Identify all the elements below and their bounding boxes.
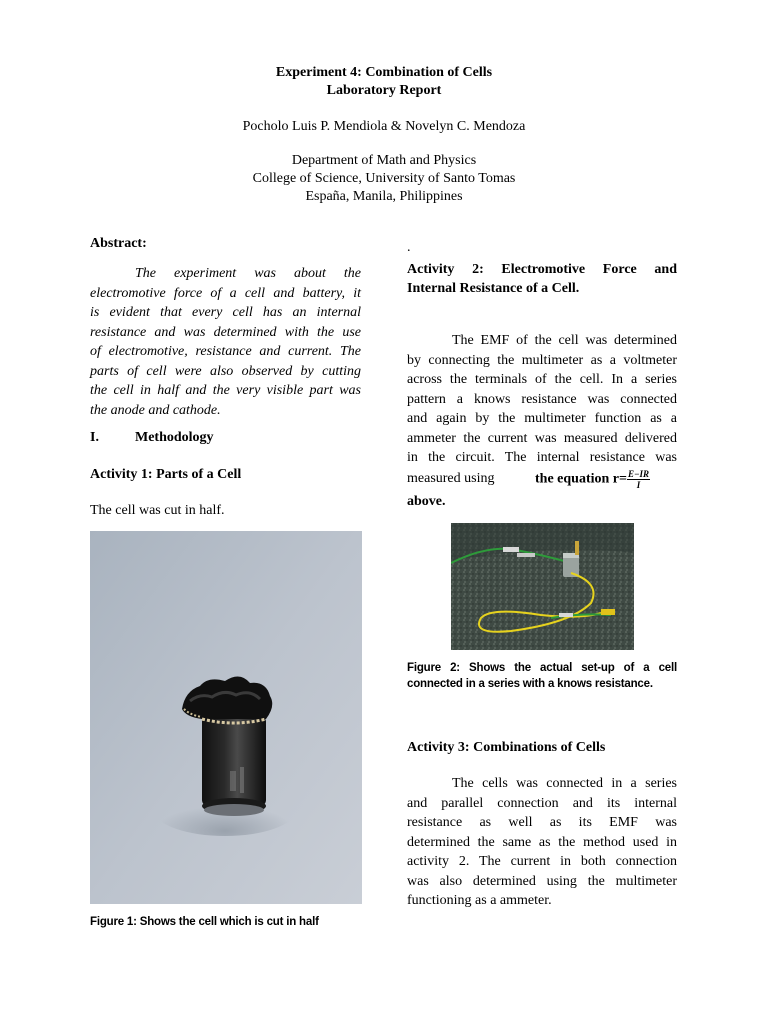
affiliation-line-2: College of Science, University of Santo Tomas: [252, 171, 516, 186]
activity3-line: was also determined using the multimeter: [407, 873, 677, 889]
activity2-line: pattern a knows resistance was connected: [407, 391, 677, 407]
activity3-line: The cells was connected in a series: [452, 776, 677, 791]
stray-dot: .: [407, 240, 411, 255]
equation-numerator: E−IR: [627, 469, 649, 479]
activity2-line: and again by the multimeter function as a: [407, 411, 677, 426]
measured-using-text: measured using: [407, 471, 495, 486]
activity3-line: activity 2. The current in both connection: [407, 854, 677, 869]
title-line-1: Experiment 4: Combination of Cells: [275, 65, 493, 80]
activity2-text: [407, 331, 677, 468]
activity2-line: ammeter the current was measured delivered: [407, 430, 677, 446]
activity1-text: The cell was cut in half.: [90, 503, 225, 518]
activity2-line: by connecting the multimeter as a voltmeter: [407, 352, 677, 368]
activity3-text: [407, 774, 677, 911]
abstract-line: parts of cell were also observed by cutting: [90, 363, 361, 379]
equation: [535, 469, 650, 490]
abstract-line: is evident that every cell has an internal: [90, 305, 361, 320]
activity3-line: and parallel connection and its internal: [407, 795, 677, 811]
activity2-heading: [407, 260, 677, 298]
figure-2-caption-line-2: connected in a series with a knows resistance.: [407, 678, 653, 690]
activity2-heading-line-2: Internal Resistance of a Cell.: [407, 281, 580, 296]
affiliation-line-1: Department of Math and Physics: [291, 153, 477, 168]
figure-2-setup-photo: [451, 523, 634, 650]
abstract-line: The experiment was about the: [135, 266, 361, 281]
activity3-line: resistance as well as its EMF was: [407, 815, 677, 830]
abstract-line: resistance and was determined with the use: [90, 324, 361, 340]
abstract-line: electromotive force of a cell and battery, it: [90, 285, 361, 301]
activity1-heading: Activity 1: Parts of a Cell: [90, 467, 242, 482]
section-title: Methodology: [135, 430, 214, 445]
title-line-2: Laboratory Report: [326, 83, 442, 98]
authors: Pocholo Luis P. Mendiola & Novelyn C. Mendoza: [242, 119, 526, 134]
section-number: I.: [90, 430, 99, 445]
paper-title: [0, 64, 768, 100]
equation-fraction: [627, 469, 650, 490]
activity3-line: functioning as a ammeter.: [407, 893, 552, 908]
activity3-heading: Activity 3: Combinations of Cells: [407, 740, 606, 755]
equation-label: the equation r=: [535, 471, 627, 487]
abstract-line: of electromotive, resistance and current. The: [90, 344, 361, 359]
activity2-line: across the terminals of the cell. In a series: [407, 372, 677, 387]
affiliation-line-3: España, Manila, Philippines: [305, 189, 463, 204]
equation-line: [407, 469, 677, 491]
above-text: above.: [407, 494, 446, 509]
figure-2-caption-line-1: Figure 2: Shows the actual set-up of a cell: [407, 662, 677, 674]
equation-denominator: I: [636, 480, 641, 490]
activity2-heading-line-1: Activity 2: Electromotive Force and: [407, 262, 677, 277]
activity3-line: determined the same as the method used in: [407, 834, 677, 850]
abstract-line: the cell in half and the very visible part was: [90, 383, 361, 398]
abstract-text: [90, 264, 361, 420]
figure-1-cell-photo: [90, 531, 362, 904]
activity2-line: in the circuit. The internal resistance was: [407, 450, 677, 465]
abstract-line: the anode and cathode.: [90, 402, 221, 418]
activity2-line: The EMF of the cell was determined: [452, 333, 677, 348]
affiliation: [0, 152, 768, 206]
figure-1-caption: Figure 1: Shows the cell which is cut in half: [90, 916, 319, 928]
figure-2-caption: [407, 660, 677, 692]
abstract-heading: Abstract:: [90, 236, 147, 251]
